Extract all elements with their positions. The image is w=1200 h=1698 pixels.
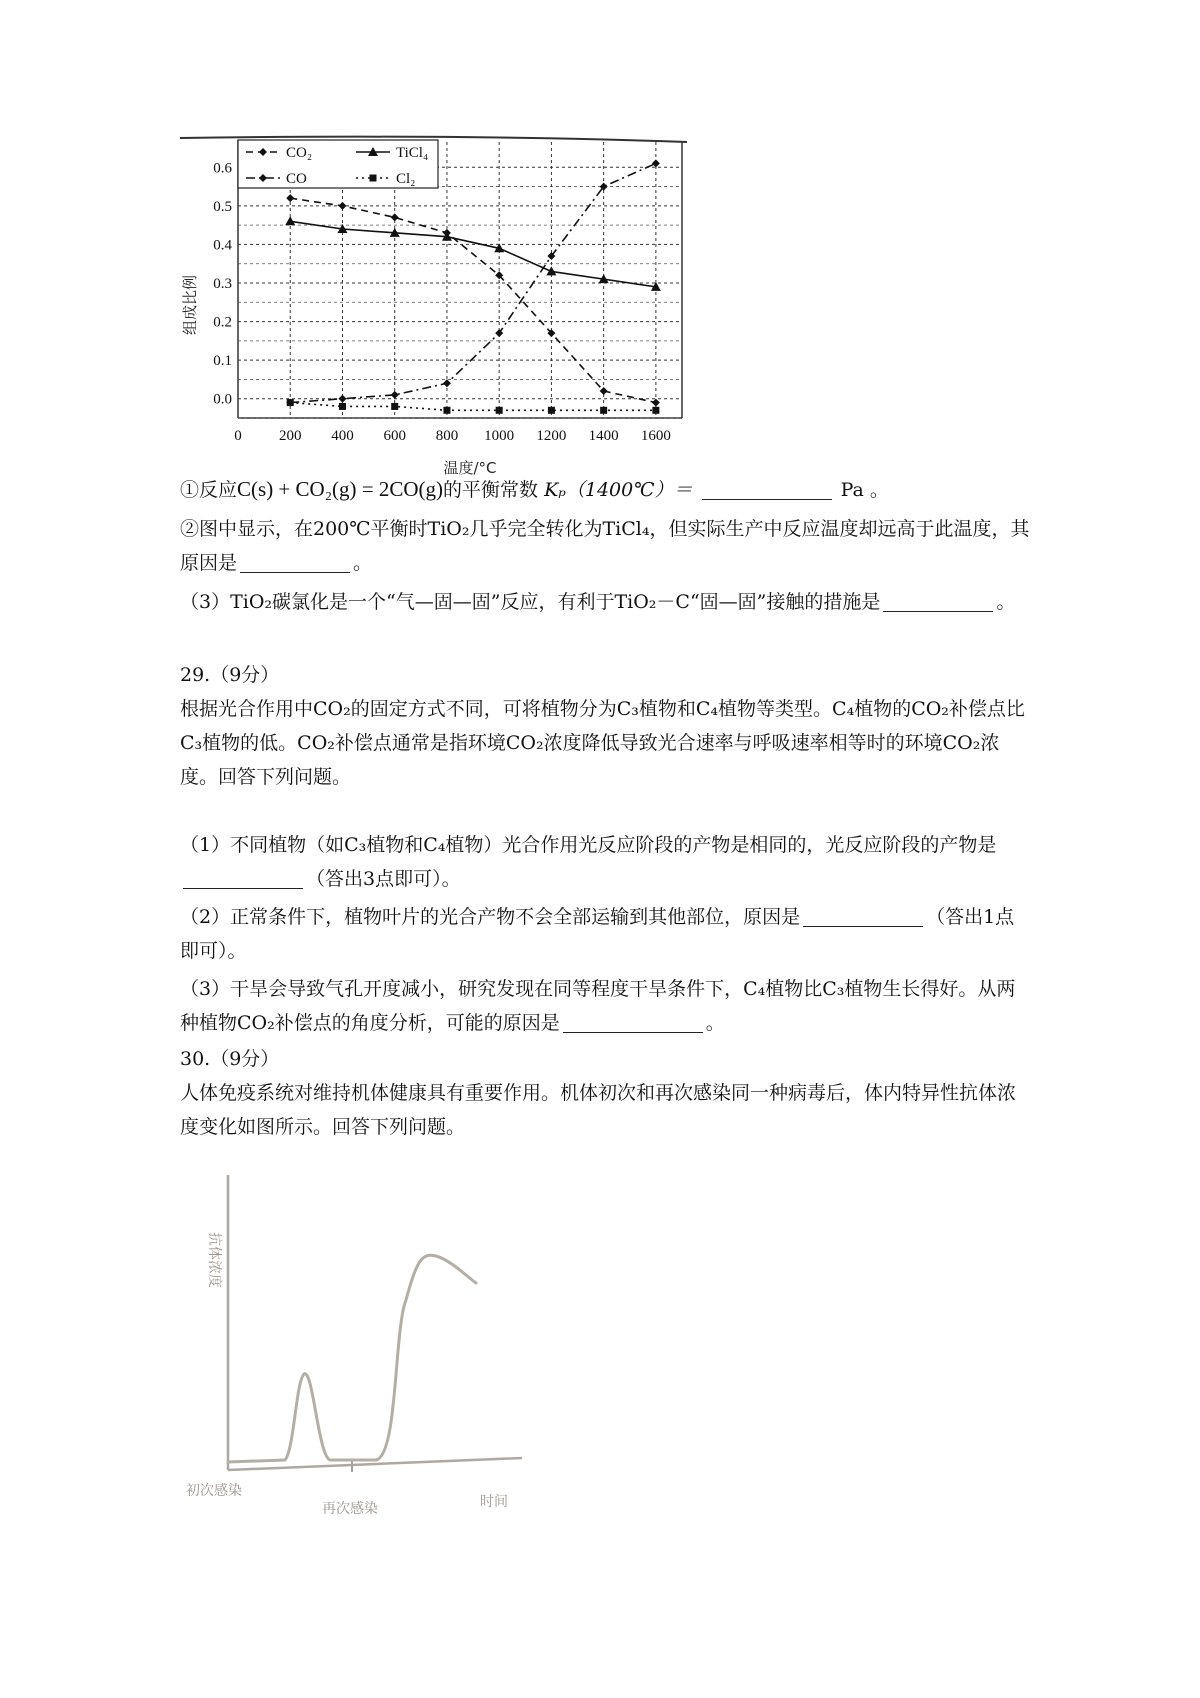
problem-30-title: 30.（9分）	[180, 1048, 280, 1070]
data-point	[600, 387, 608, 395]
data-point	[338, 202, 346, 210]
x-tick-labels	[234, 428, 671, 444]
x-marker-reinfection: 再次感染	[322, 1501, 378, 1517]
x-tick-label: 1400	[588, 428, 619, 444]
data-point	[391, 403, 398, 410]
x-tick-label: 1200	[536, 428, 567, 444]
y-tick-label: 0.6	[213, 160, 232, 177]
data-point	[339, 403, 346, 410]
legend	[238, 140, 438, 188]
problem-29-title: 29.（9分）	[180, 664, 280, 686]
antibody-concentration-chart	[180, 1150, 540, 1540]
x-marker-first-infection: 初次感染	[186, 1483, 242, 1499]
data-point	[443, 379, 451, 387]
answer-blank-1[interactable]	[702, 477, 832, 500]
y-tick-label: 0.1	[213, 353, 232, 370]
y-axis-label: 抗体浓度	[206, 1232, 222, 1288]
question-1	[180, 472, 1030, 507]
q3-end: 。	[996, 591, 1016, 613]
data-point	[496, 407, 503, 414]
p29-q3-text: （3）干旱会导致气孔开度减小，研究发现在同等程度干旱条件下，C₄植物比C₃植物生长得好。从两种植物CO₂补偿点的角度分析，可能的原因是	[180, 978, 1016, 1034]
problem-30-intro: 人体免疫系统对维持机体健康具有重要作用。机体初次和再次感染同一种病毒后，体内特异性抗体浓度变化如图所示。回答下列问题。	[180, 1082, 1017, 1138]
data-point	[546, 266, 556, 275]
legend-label: TiCl₄	[396, 145, 429, 161]
answer-blank-5[interactable]	[803, 904, 923, 927]
q3-text: （3）TiO₂碳氯化是一个“气—固—固”反应，有利于TiO₂－C“固—固”接触的措施是	[180, 591, 881, 613]
q1-formula: C(s) + CO₂(g) = 2CO(g)	[237, 477, 444, 501]
q2-text: ②图中显示，在200℃平衡时TiO₂几乎完全转化为TiCl₄，但实际生产中反应温度却远高于此温度，其原因是	[180, 518, 1030, 574]
data-point	[391, 213, 399, 221]
composition-temperature-chart	[180, 130, 710, 475]
problem-29-q1	[180, 828, 1030, 896]
q1-unit: Pa 。	[840, 479, 889, 501]
question-2	[180, 512, 1030, 580]
data-point	[652, 407, 659, 414]
series-lines	[285, 159, 661, 413]
legend-marker	[370, 175, 377, 182]
question-3	[180, 585, 1030, 619]
answer-blank-3[interactable]	[883, 589, 993, 612]
x-axis-label: 温度/°C	[443, 459, 497, 475]
answer-blank-2[interactable]	[240, 550, 350, 573]
data-point	[287, 399, 294, 406]
q1-kp: Kₚ（1400℃）＝	[544, 479, 693, 501]
data-point	[548, 407, 555, 414]
data-point	[652, 399, 660, 407]
data-point	[600, 407, 607, 414]
y-axis-label: 组成比例	[181, 274, 199, 336]
problem-29-q3	[180, 972, 1030, 1040]
problem-29-intro: 根据光合作用中CO₂的固定方式不同，可将植物分为C₃植物和C₄植物等类型。C₄植物的CO₂补偿点比C₃植物的低。CO₂补偿点通常是指环境CO₂浓度降低导致光合速率与呼吸速率相等时的环境CO₂浓度。回答下列问题。	[180, 698, 1025, 788]
y-tick-label: 0.4	[213, 237, 232, 254]
y-tick-label: 0.3	[213, 276, 232, 292]
data-point	[286, 194, 294, 202]
x-tick-label: 1600	[640, 428, 671, 444]
q1-prefix: ①反应	[180, 479, 238, 501]
y-tick-label: 0.5	[213, 198, 232, 215]
y-tick-label: 0.0	[213, 391, 232, 408]
legend-label: Cl₂	[396, 171, 416, 187]
antibody-curve	[228, 1255, 476, 1462]
x-tick-label: 1000	[484, 428, 515, 444]
p29-q2-text: （2）正常条件下，植物叶片的光合产物不会全部运输到其他部位，原因是	[180, 906, 801, 928]
x-axis-label: 时间	[480, 1494, 508, 1510]
data-point	[652, 159, 660, 167]
x-tick-label: 0	[234, 428, 242, 444]
p29-q1-text: （1）不同植物（如C₃植物和C₄植物）光合作用光反应阶段的产物是相同的，光反应阶段的产物是	[180, 834, 997, 856]
data-point	[391, 391, 399, 399]
y-tick-label: 0.2	[213, 314, 232, 331]
problem-29-q2	[180, 900, 1030, 968]
legend-label: CO₂	[286, 145, 313, 161]
y-tick-labels	[213, 160, 232, 407]
p29-q1-end: （答出3点即可）。	[306, 868, 461, 890]
p29-q2-end: （答出1点即可）。	[180, 906, 1015, 962]
data-point	[443, 407, 450, 414]
x-tick-label: 600	[383, 428, 406, 444]
q2-end: 。	[353, 552, 373, 574]
x-tick-label: 400	[331, 428, 354, 444]
data-point	[285, 216, 295, 225]
answer-blank-6[interactable]	[563, 1010, 703, 1033]
p29-q3-end: 。	[705, 1012, 725, 1034]
legend-label: CO	[286, 171, 307, 187]
x-tick-label: 200	[278, 428, 302, 444]
q1-mid: 的平衡常数	[443, 479, 539, 501]
data-point	[338, 395, 346, 403]
x-tick-label: 800	[435, 428, 459, 444]
answer-blank-4[interactable]	[183, 866, 303, 889]
